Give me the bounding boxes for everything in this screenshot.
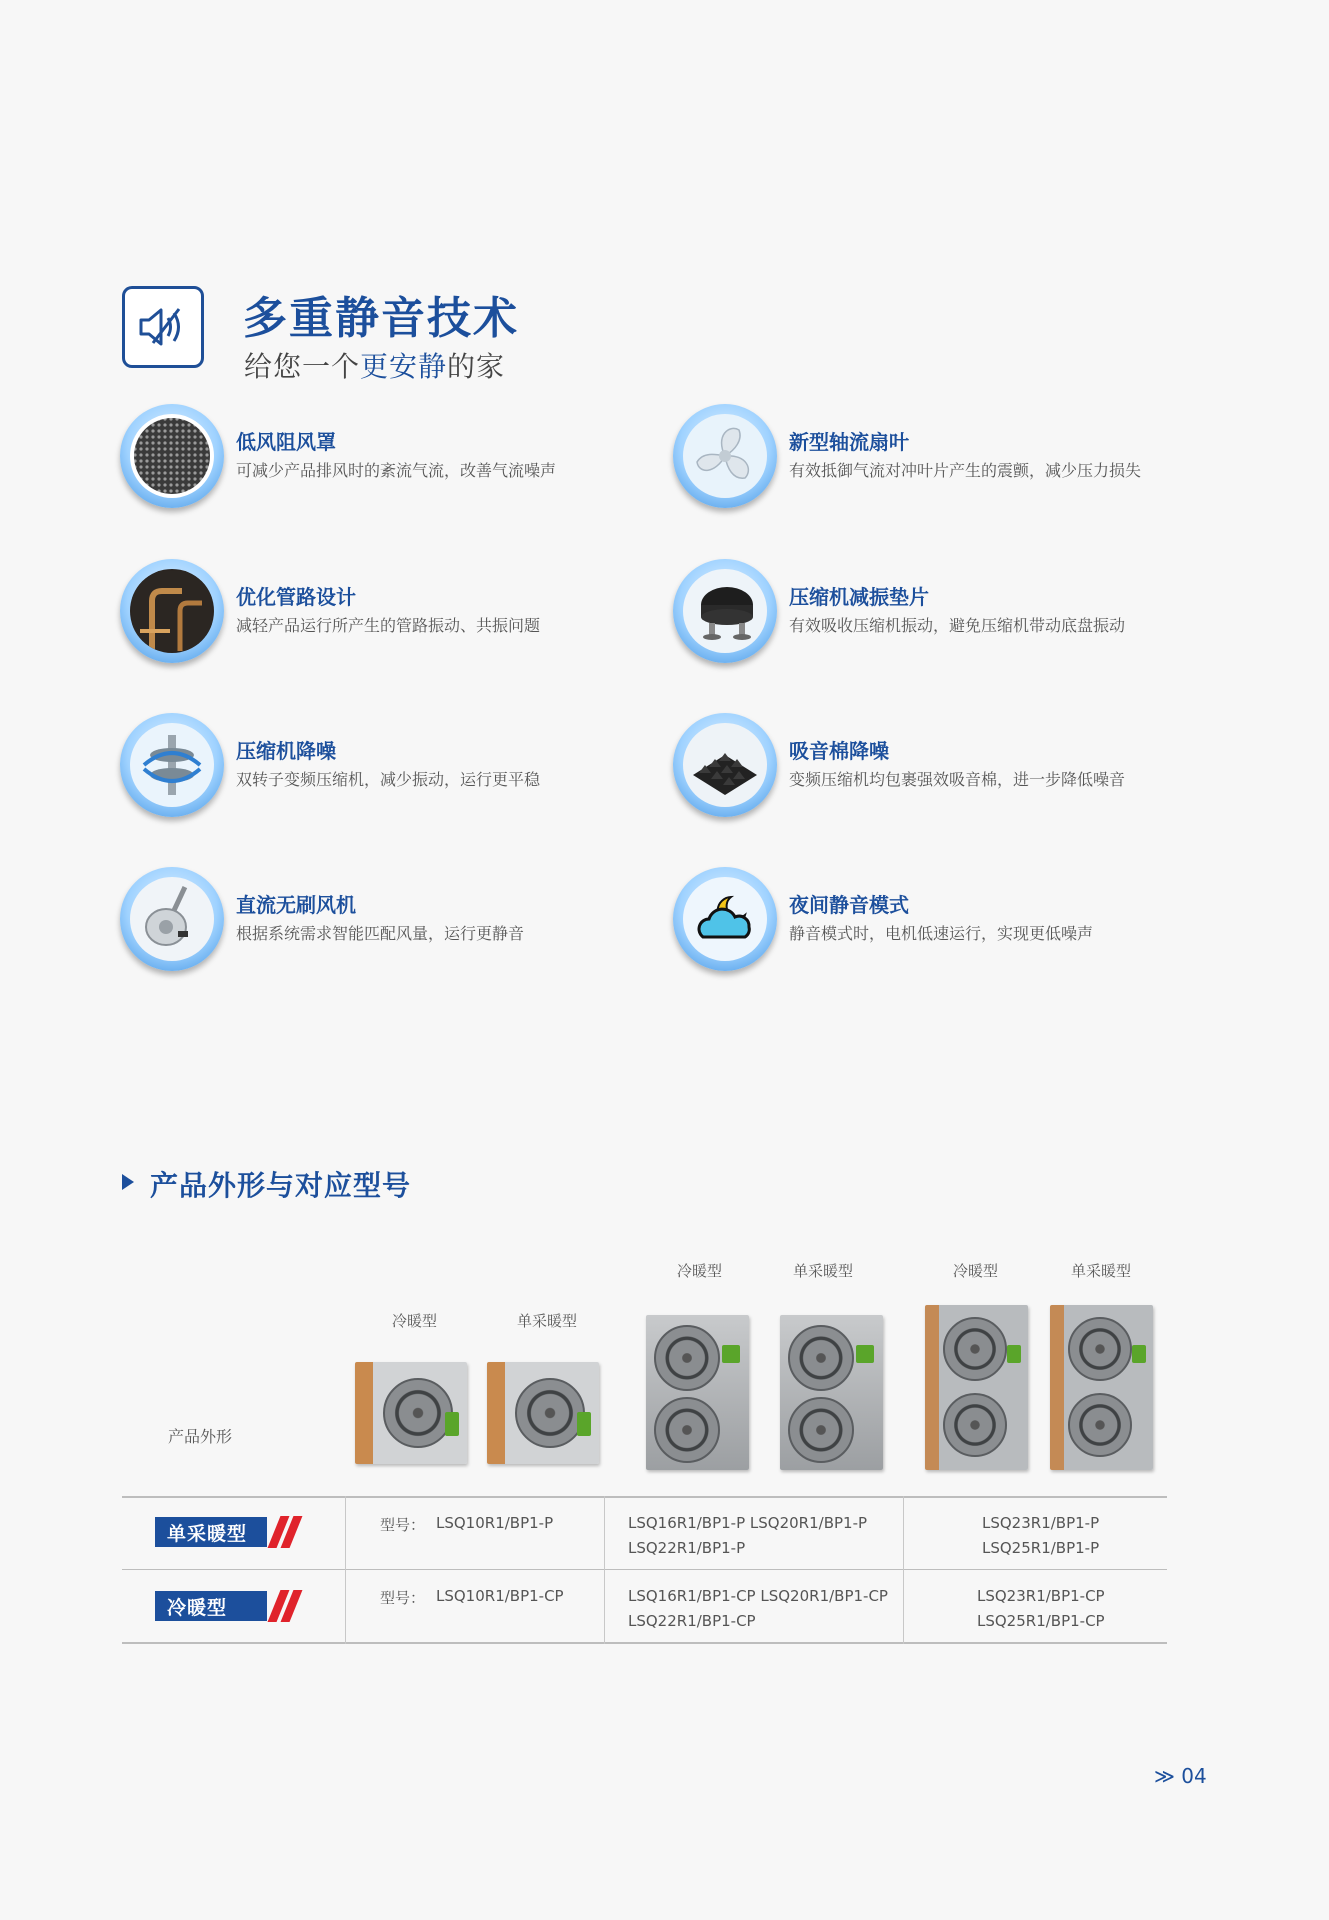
table-divider — [903, 1496, 904, 1644]
product-unit-image — [355, 1362, 467, 1464]
table-divider — [604, 1496, 605, 1644]
column-label: 单采暖型 — [1071, 1262, 1132, 1280]
product-unit-image — [487, 1362, 599, 1464]
page-number: ≫ 04 — [1154, 1764, 1207, 1788]
acoustic-foam-icon — [673, 713, 777, 817]
feature-title: 压缩机降噪 — [236, 739, 336, 763]
feature-desc: 有效吸收压缩机振动，避免压缩机带动底盘振动 — [789, 616, 1126, 635]
column-label: 冷暖型 — [953, 1262, 999, 1280]
page-title: 多重静音技术 — [243, 293, 519, 344]
model-prefix: 型号： — [380, 1516, 426, 1534]
double-chevron-icon: ≫ — [1154, 1764, 1175, 1788]
feature-title: 压缩机减振垫片 — [789, 585, 929, 609]
feature-item — [120, 404, 640, 516]
model-value: LSQ22R1/BP1-CP — [628, 1612, 756, 1630]
appearance-label: 产品外形 — [168, 1427, 233, 1446]
feature-title: 吸音棉降噪 — [789, 739, 889, 763]
model-value: LSQ10R1/BP1-P — [436, 1514, 554, 1532]
feature-desc: 根据系统需求智能匹配风量，运行更静音 — [236, 924, 525, 943]
model-value: LSQ10R1/BP1-CP — [436, 1587, 564, 1605]
feature-desc: 变频压缩机均包裹强效吸音棉，进一步降低噪音 — [789, 770, 1126, 789]
feature-desc: 可减少产品排风时的紊流气流，改善气流噪声 — [236, 461, 557, 480]
feature-item — [673, 713, 1193, 825]
compressor-damper-icon — [673, 559, 777, 663]
feature-item — [120, 713, 640, 825]
table-rule — [122, 1642, 1167, 1644]
feature-title: 夜间静音模式 — [789, 893, 909, 917]
feature-desc: 静音模式时，电机低速运行，实现更低噪声 — [789, 924, 1094, 943]
page-subtitle: 给您一个更安静的家 — [244, 350, 506, 383]
column-label: 冷暖型 — [677, 1262, 723, 1280]
table-rule — [122, 1496, 1167, 1498]
feature-item — [120, 559, 640, 671]
column-label: 单采暖型 — [793, 1262, 854, 1280]
product-unit-image — [1050, 1305, 1153, 1470]
feature-title: 直流无刷风机 — [236, 893, 356, 917]
feature-desc: 双转子变频压缩机，减少振动，运行更平稳 — [236, 770, 541, 789]
night-mode-icon — [673, 867, 777, 971]
feature-title: 新型轴流扇叶 — [789, 430, 909, 454]
mute-speaker-icon — [122, 286, 204, 368]
feature-title: 低风阻风罩 — [236, 430, 336, 454]
feature-item — [673, 867, 1193, 979]
feature-item — [673, 559, 1193, 671]
model-value: LSQ25R1/BP1-P — [982, 1539, 1100, 1557]
feature-desc: 减轻产品运行所产生的管路振动、共振问题 — [236, 616, 541, 635]
row-label-heating: 单采暖型 — [155, 1517, 267, 1547]
model-value: LSQ16R1/BP1-CP LSQ20R1/BP1-CP — [628, 1587, 888, 1605]
section-bullet-icon — [122, 1174, 134, 1190]
product-unit-image — [646, 1315, 749, 1470]
row-label-cooling-heating: 冷暖型 — [155, 1591, 267, 1621]
product-unit-image — [780, 1315, 883, 1470]
model-value: LSQ23R1/BP1-P — [982, 1514, 1100, 1532]
fan-grille-icon — [120, 404, 224, 508]
compressor-rotor-icon — [120, 713, 224, 817]
column-label: 单采暖型 — [517, 1312, 578, 1330]
feature-desc: 有效抵御气流对冲叶片产生的震颤，减少压力损失 — [789, 461, 1142, 480]
model-prefix: 型号： — [380, 1589, 426, 1607]
product-unit-image — [925, 1305, 1028, 1470]
feature-item — [673, 404, 1193, 516]
section-title: 产品外形与对应型号 — [150, 1169, 412, 1202]
model-value: LSQ16R1/BP1-P LSQ20R1/BP1-P — [628, 1514, 868, 1532]
column-label: 冷暖型 — [392, 1312, 438, 1330]
table-divider — [345, 1496, 346, 1644]
model-value: LSQ22R1/BP1-P — [628, 1539, 746, 1557]
table-rule — [122, 1569, 1167, 1570]
fan-blade-icon — [673, 404, 777, 508]
model-value: LSQ25R1/BP1-CP — [977, 1612, 1105, 1630]
dc-motor-icon — [120, 867, 224, 971]
feature-title: 优化管路设计 — [236, 585, 356, 609]
piping-icon — [120, 559, 224, 663]
feature-item — [120, 867, 640, 979]
model-value: LSQ23R1/BP1-CP — [977, 1587, 1105, 1605]
